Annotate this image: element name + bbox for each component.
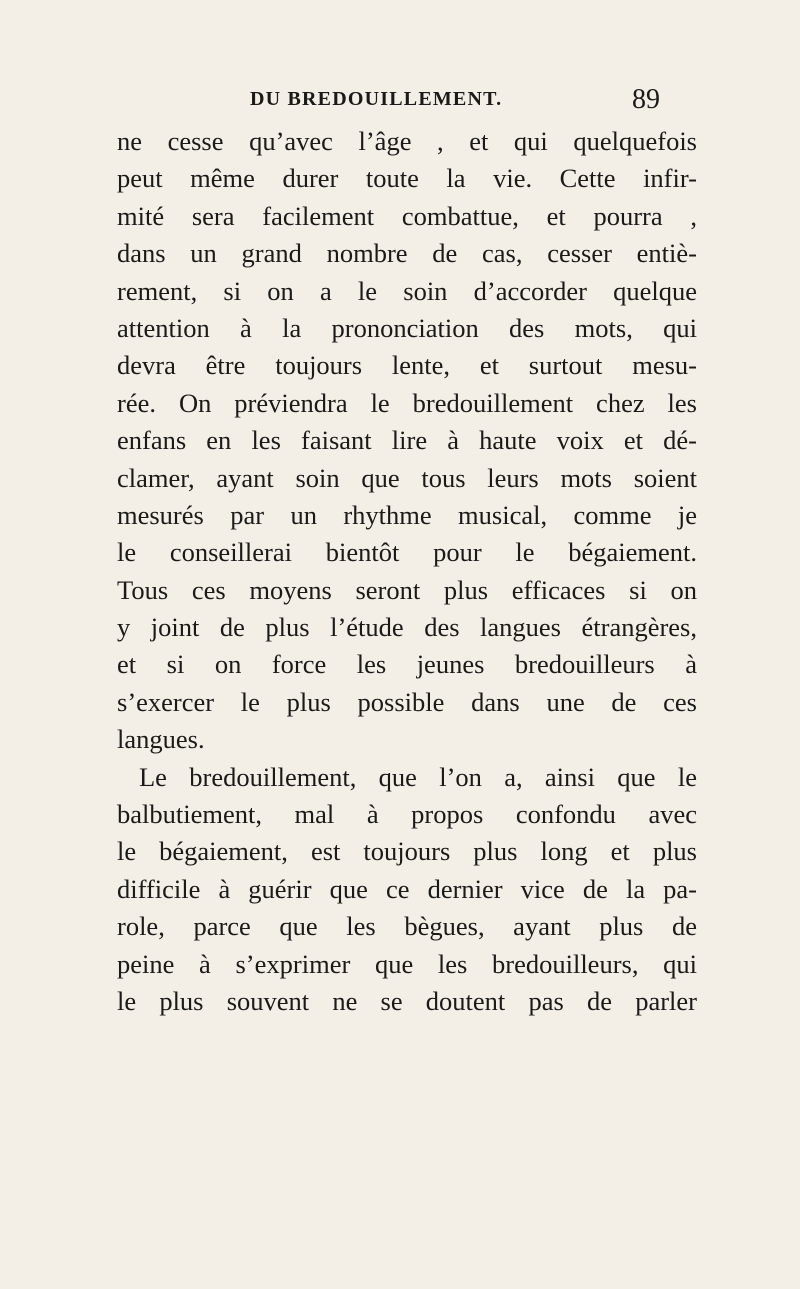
paragraph-start-line: Le bredouillement, que l’on a, ainsi que le bbox=[139, 761, 697, 792]
text-line: mité sera facilement combattue, et pourra , bbox=[117, 200, 697, 231]
text-line: Tous ces moyens seront plus efficaces si on bbox=[117, 574, 697, 605]
text-line: devra être toujours lente, et surtout mesu- bbox=[117, 350, 697, 381]
text-line: ne cesse qu’avec l’âge , et qui quelquefois bbox=[117, 126, 697, 156]
text-line: y joint de plus l’étude des langues étrangères, bbox=[117, 612, 697, 643]
text-line: clamer, ayant soin que tous leurs mots soient bbox=[117, 462, 697, 493]
text-line: attention à la prononciation des mots, qui bbox=[117, 312, 697, 343]
text-line: role, parce que les bègues, ayant plus de bbox=[117, 911, 697, 942]
text-line: et si on force les jeunes bredouilleurs à bbox=[117, 649, 697, 680]
text-line: difficile à guérir que ce dernier vice de la pa- bbox=[117, 873, 697, 904]
text-line: s’exercer le plus possible dans une de ces bbox=[117, 686, 697, 717]
running-title: DU BREDOUILLEMENT. bbox=[250, 88, 503, 110]
text-line: peut même durer toute la vie. Cette infir- bbox=[117, 163, 697, 194]
paragraph-end-line: langues. bbox=[117, 724, 205, 755]
body-text bbox=[117, 123, 697, 1020]
running-head bbox=[250, 84, 670, 116]
text-line: rée. On préviendra le bredouillement chez les bbox=[117, 387, 697, 418]
page-number: 89 bbox=[632, 84, 660, 115]
text-line: rement, si on a le soin d’accorder quelque bbox=[117, 275, 697, 306]
text-line: enfans en les faisant lire à haute voix et dé- bbox=[117, 425, 697, 456]
text-line: peine à s’exprimer que les bredouilleurs, qui bbox=[117, 948, 697, 979]
text-line: le conseillerai bientôt pour le bégaiement. bbox=[117, 537, 697, 568]
text-line: le plus souvent ne se doutent pas de parler bbox=[117, 985, 697, 1016]
text-line: dans un grand nombre de cas, cesser entiè- bbox=[117, 238, 697, 269]
text-line: mesurés par un rhythme musical, comme je bbox=[117, 499, 697, 530]
text-line: balbutiement, mal à propos confondu avec bbox=[117, 799, 697, 830]
text-line: le bégaiement, est toujours plus long et plus bbox=[117, 836, 697, 867]
